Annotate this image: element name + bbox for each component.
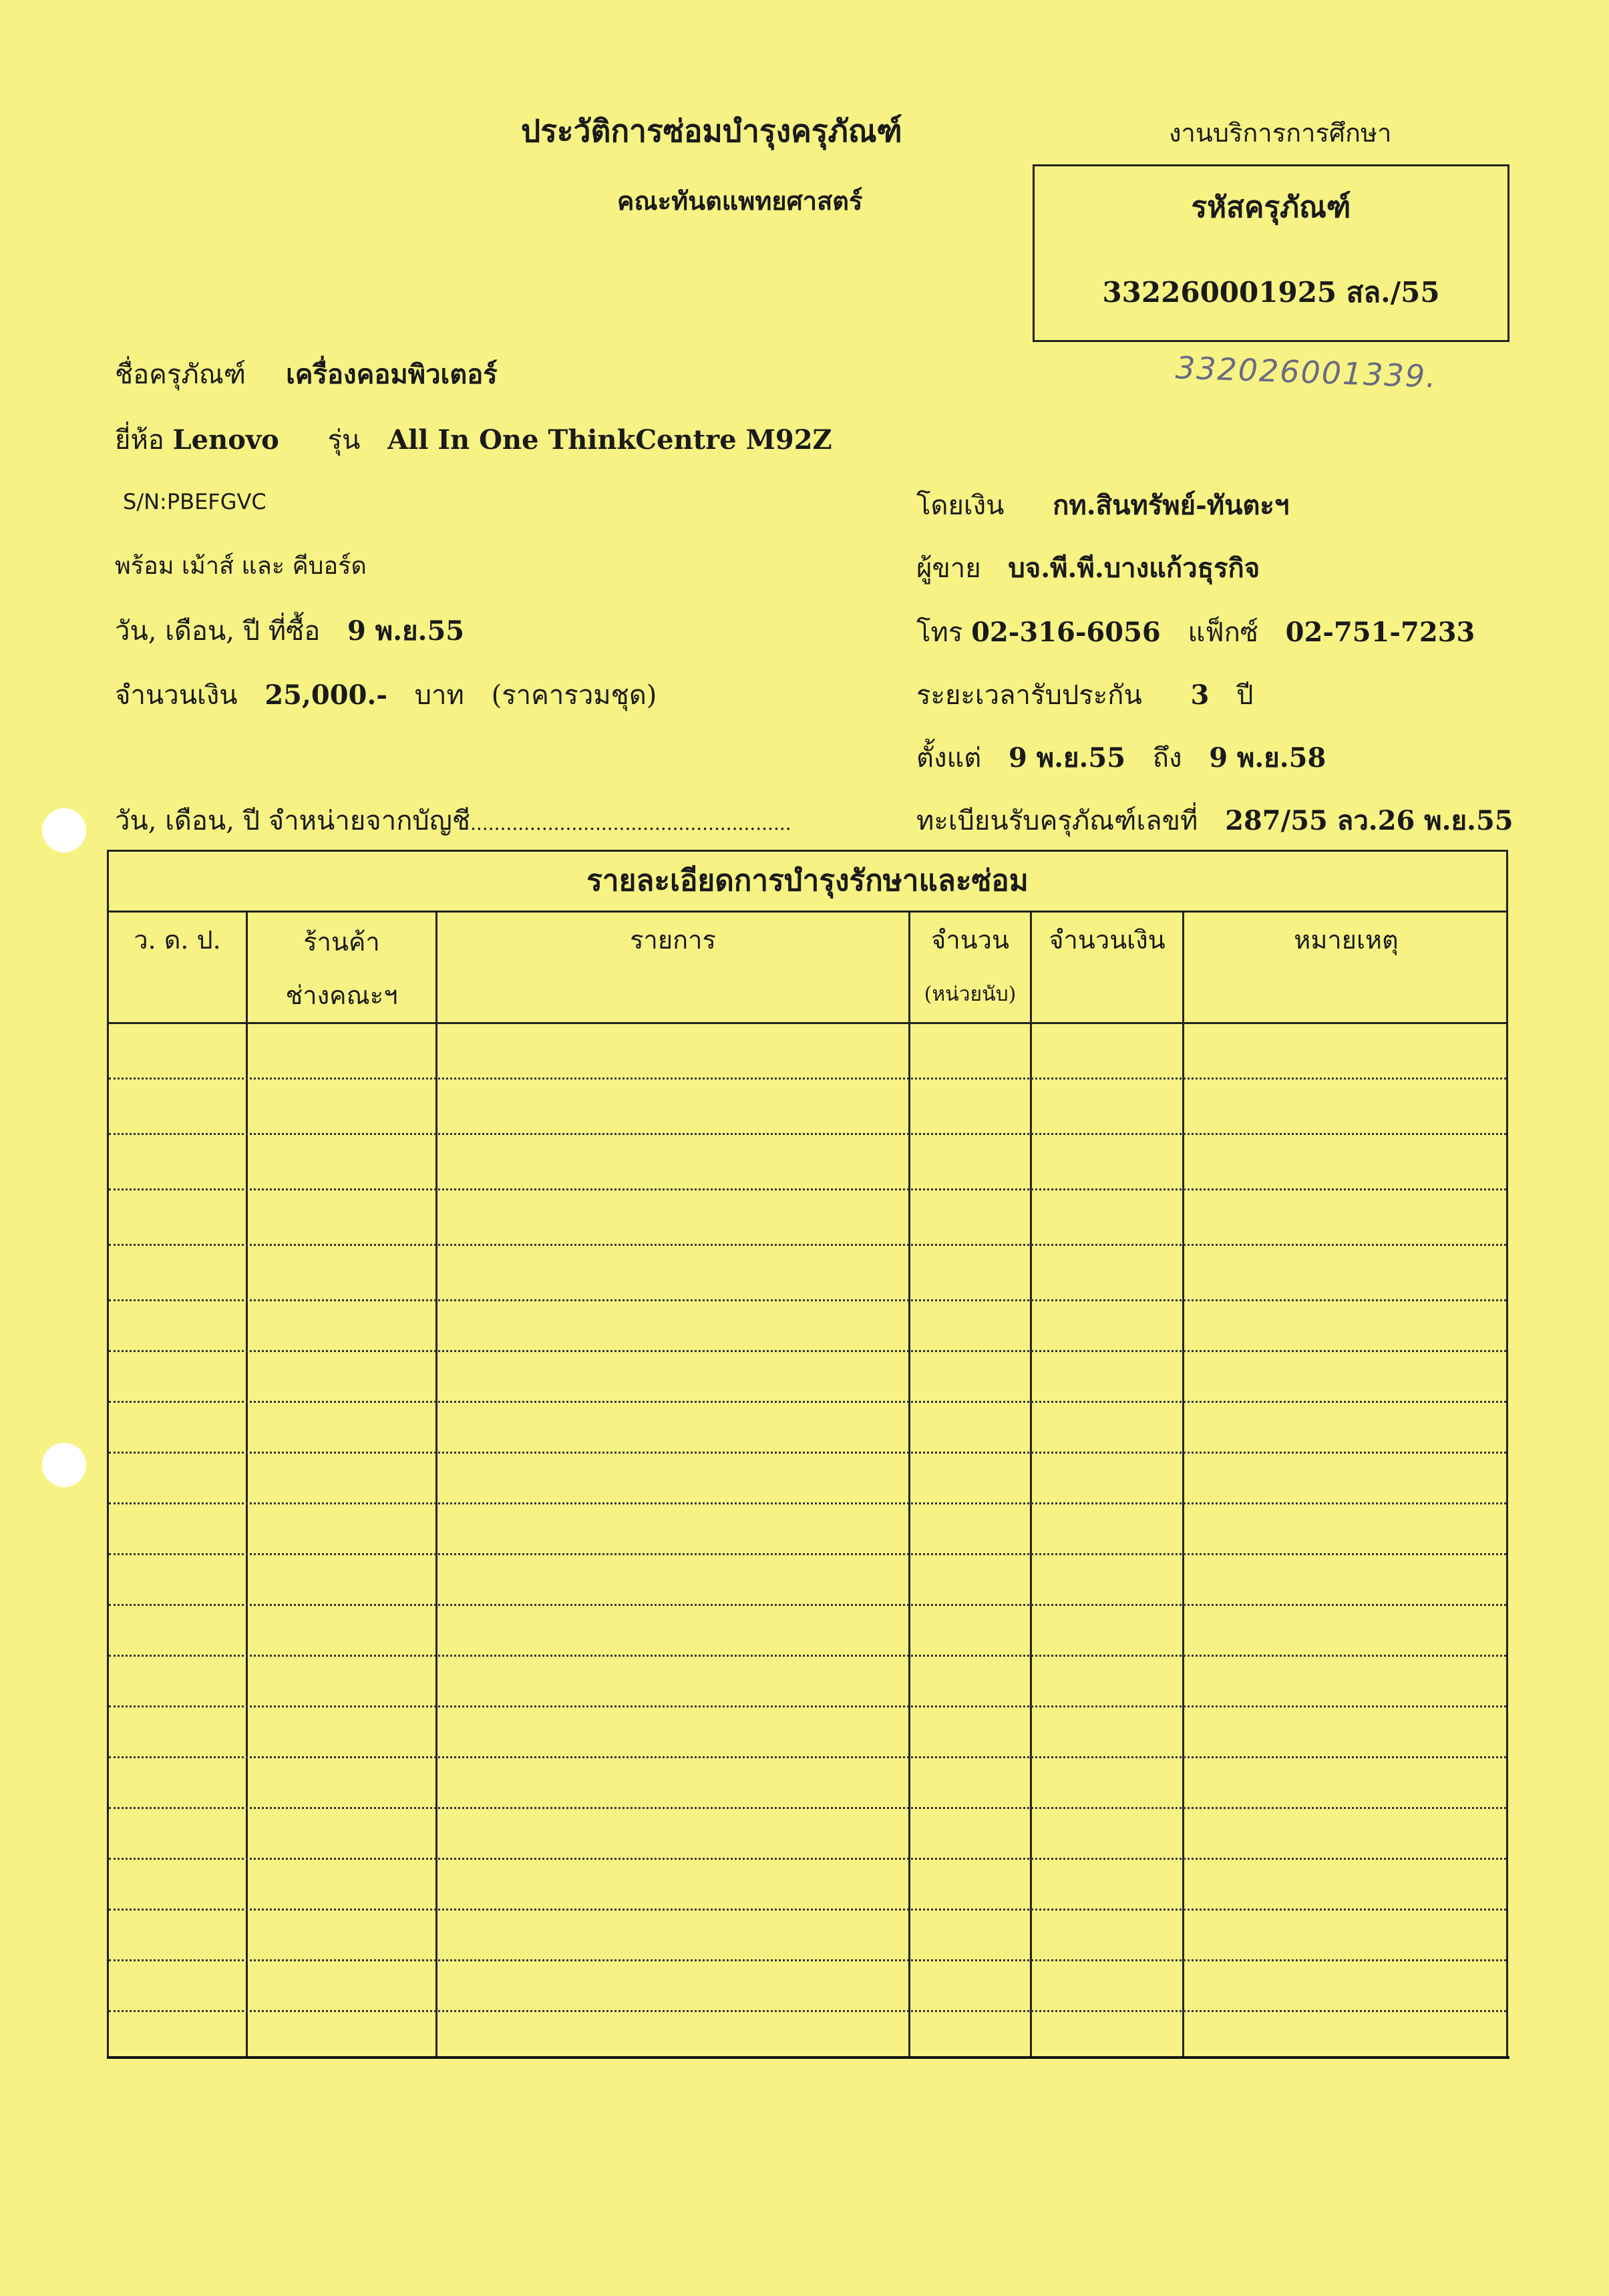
brand-model-row [115,418,832,461]
from-label: ตั้งแต่ [916,743,982,774]
col-header-item: รายการ [630,925,716,955]
disposal-dots: ...................................................... [470,812,791,834]
table-row-line [109,1188,1506,1190]
table-row-line [109,1452,1506,1454]
warranty-period-row [916,736,1326,779]
to-value: 9 พ.ย.58 [1209,742,1326,774]
table-row-line [109,1655,1506,1657]
accessories: พร้อม เม้าส์ และ คีบอร์ด [115,552,367,580]
punch-hole-bottom [42,1443,86,1487]
warranty-label: ระยะเวลารับประกัน [916,680,1142,711]
table-bottom-border [107,2056,1509,2059]
fax-value: 02-751-7233 [1285,617,1475,648]
registry-value: 287/55 ลว.26 พ.ย.55 [1225,805,1513,836]
funding-row [916,484,1289,526]
col-header-qty-line1: จำนวน [931,925,1009,955]
col-divider-4 [1030,913,1032,2059]
table-row-line [109,1244,1506,1246]
asset-name-row [115,353,498,395]
phone-value: 02-316-6056 [971,617,1161,648]
purchase-date-row [115,609,464,652]
asset-code-label: รหัสครุภัณฑ์ [1191,190,1351,224]
model-value: All In One ThinkCentre M92Z [387,424,832,456]
funding-value: กท.สินทรัพย์-ทันตะฯ [1053,490,1290,521]
col-divider-2 [435,913,437,2059]
asset-name-value: เครื่องคอมพิวเตอร์ [286,359,498,390]
seller-row [916,546,1260,589]
table-row-line [109,1604,1506,1606]
col-divider-3 [908,913,910,2059]
col-header-qty [910,919,1030,1010]
asset-name-label: ชื่อครุภัณฑ์ [115,359,246,390]
table-row-line [109,1756,1506,1758]
table-row-line [109,1909,1506,1911]
brand-label: ยี่ห้อ [115,425,164,456]
table-title: รายละเอียดการบำรุงรักษาและซ่อม [107,850,1508,913]
maintenance-table [107,850,1508,2059]
warranty-row [916,673,1253,716]
col-header-shop-line1: ร้านค้า [303,927,380,957]
table-row-line [109,1959,1506,1961]
col-header-shop-line2: ช่างคณะฯ [285,981,398,1010]
amount-label: จำนวนเงิน [115,680,238,711]
handwritten-code: 332026001339. [1175,349,1438,395]
phone-label: โทร [916,617,963,648]
warranty-unit: ปี [1236,680,1254,711]
to-label: ถึง [1152,743,1182,774]
table-row-line [109,2010,1506,2012]
brand-value: Lenovo [172,424,279,456]
amount-unit: บาท [414,680,464,711]
col-header-date: ว. ด. ป. [134,925,221,955]
col-header-qty-line2: (หน่วยนับ) [924,983,1017,1006]
table-row-line [109,1133,1506,1135]
table-row-line [109,1502,1506,1504]
serial-number: S/N:PBEFGVC [123,489,266,514]
table-row-line [109,1858,1506,1860]
purchase-date-value: 9 พ.ย.55 [347,615,465,647]
table-row-line [109,1078,1506,1080]
col-header-shop [248,915,435,1022]
table-row-line [109,1705,1506,1707]
table-row-line [109,1807,1506,1809]
table-row-line [109,1553,1506,1555]
purchase-date-label: วัน, เดือน, ปี ที่ซื้อ [115,616,321,647]
contact-row [916,611,1475,653]
unit-name: งานบริการการศึกษา [1169,118,1392,148]
asset-code-value: 332260001925 สล./55 [1102,276,1440,309]
asset-code-box [1033,164,1509,342]
fax-label: แฟ็กซ์ [1188,617,1258,648]
registry-label: ทะเบียนรับครุภัณฑ์เลขที่ [916,806,1198,836]
table-row-line [109,1350,1506,1352]
amount-value: 25,000.- [264,679,387,711]
faculty-name: คณะทันตแพทยศาสตร์ [617,186,863,216]
registry-row [916,799,1513,842]
col-divider-1 [246,913,248,2059]
funding-label: โดยเงิน [916,490,1005,521]
col-header-remark: หมายเหตุ [1294,925,1399,955]
seller-value: บจ.พี.พี.บางแก้วธุรกิจ [1008,552,1260,584]
form-title: ประวัติการซ่อมบำรุงครุภัณฑ์ [521,113,902,149]
seller-label: ผู้ขาย [916,553,981,584]
col-header-amount: จำนวนเงิน [1049,925,1166,955]
warranty-value: 3 [1190,679,1210,711]
table-row-line [109,1299,1506,1301]
disposal-row [115,799,791,842]
amount-row [115,673,657,716]
amount-note: (ราคารวมชุด) [491,680,657,711]
model-label: รุ่น [327,425,361,456]
table-row-line [109,1401,1506,1403]
disposal-label: วัน, เดือน, ปี จำหน่ายจากบัญชี [115,806,471,836]
punch-hole-top [42,808,86,852]
table-header-divider [107,1022,1508,1024]
col-divider-5 [1182,913,1184,2059]
from-value: 9 พ.ย.55 [1008,742,1126,774]
